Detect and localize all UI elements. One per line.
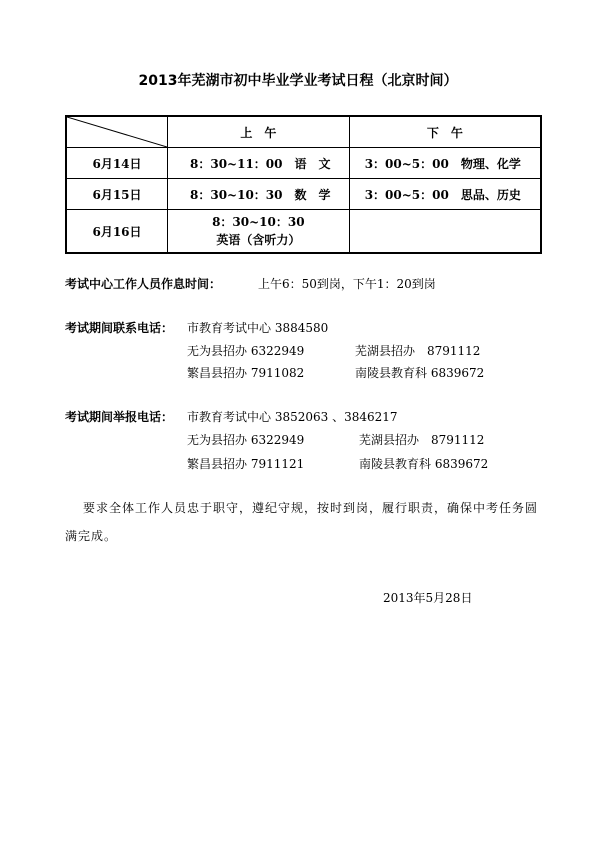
page-title: 2013年芜湖市初中毕业学业考试日程（北京时间） xyxy=(138,73,458,89)
am-cell: 8：30~11：00 语 文 xyxy=(168,148,350,179)
pm-cell: 3：00~5：00 思品、历史 xyxy=(349,179,541,210)
am-cell: 8：30~10：30 数 学 xyxy=(168,179,350,210)
report-label: 考试期间举报电话： xyxy=(65,410,174,424)
table-row xyxy=(66,210,541,254)
header-pm: 下 午 xyxy=(349,116,541,148)
table-row xyxy=(66,179,541,210)
diagonal-line xyxy=(67,117,167,147)
rest-time-label: 考试中心工作人员作息时间： xyxy=(65,277,222,291)
date-cell: 6月14日 xyxy=(66,148,168,179)
am-subject: 英语（含听力） xyxy=(216,233,301,247)
date-cell: 6月15日 xyxy=(66,179,168,210)
report-line: 繁昌县招办 7911121 xyxy=(187,457,305,471)
contact-label: 考试期间联系电话： xyxy=(65,321,174,335)
table-header-row xyxy=(66,116,541,148)
schedule-table xyxy=(65,115,542,254)
report-line: 芜湖县招办 8791112 xyxy=(359,433,485,447)
contact-line: 芜湖县招办 8791112 xyxy=(355,344,481,358)
report-line: 市教育考试中心 3852063 、3846217 xyxy=(187,410,398,424)
report-line: 南陵县教育科 6839672 xyxy=(359,457,489,471)
issue-date: 2013年5月28日 xyxy=(383,591,473,605)
contact-line: 繁昌县招办 7911082 xyxy=(187,366,305,380)
pm-cell: 3：00~5：00 物理、化学 xyxy=(349,148,541,179)
pm-cell xyxy=(349,210,541,254)
am-cell xyxy=(168,210,350,254)
contact-line: 无为县招办 6322949 xyxy=(187,344,305,358)
diagonal-header-cell xyxy=(66,116,168,148)
rest-time-value: 上午6：50到岗，下午1：20到岗 xyxy=(258,277,436,291)
date-cell: 6月16日 xyxy=(66,210,168,254)
requirement-paragraph: 要求全体工作人员忠于职守，遵纪守规，按时到岗，履行职责，确保中考任务圆满完成。 xyxy=(65,501,539,543)
contact-line: 南陵县教育科 6839672 xyxy=(355,366,485,380)
header-am: 上 午 xyxy=(168,116,350,148)
am-time: 8：30~10：30 xyxy=(212,215,305,229)
contact-line: 市教育考试中心 3884580 xyxy=(187,321,329,335)
table-row xyxy=(66,148,541,179)
report-line: 无为县招办 6322949 xyxy=(187,433,305,447)
